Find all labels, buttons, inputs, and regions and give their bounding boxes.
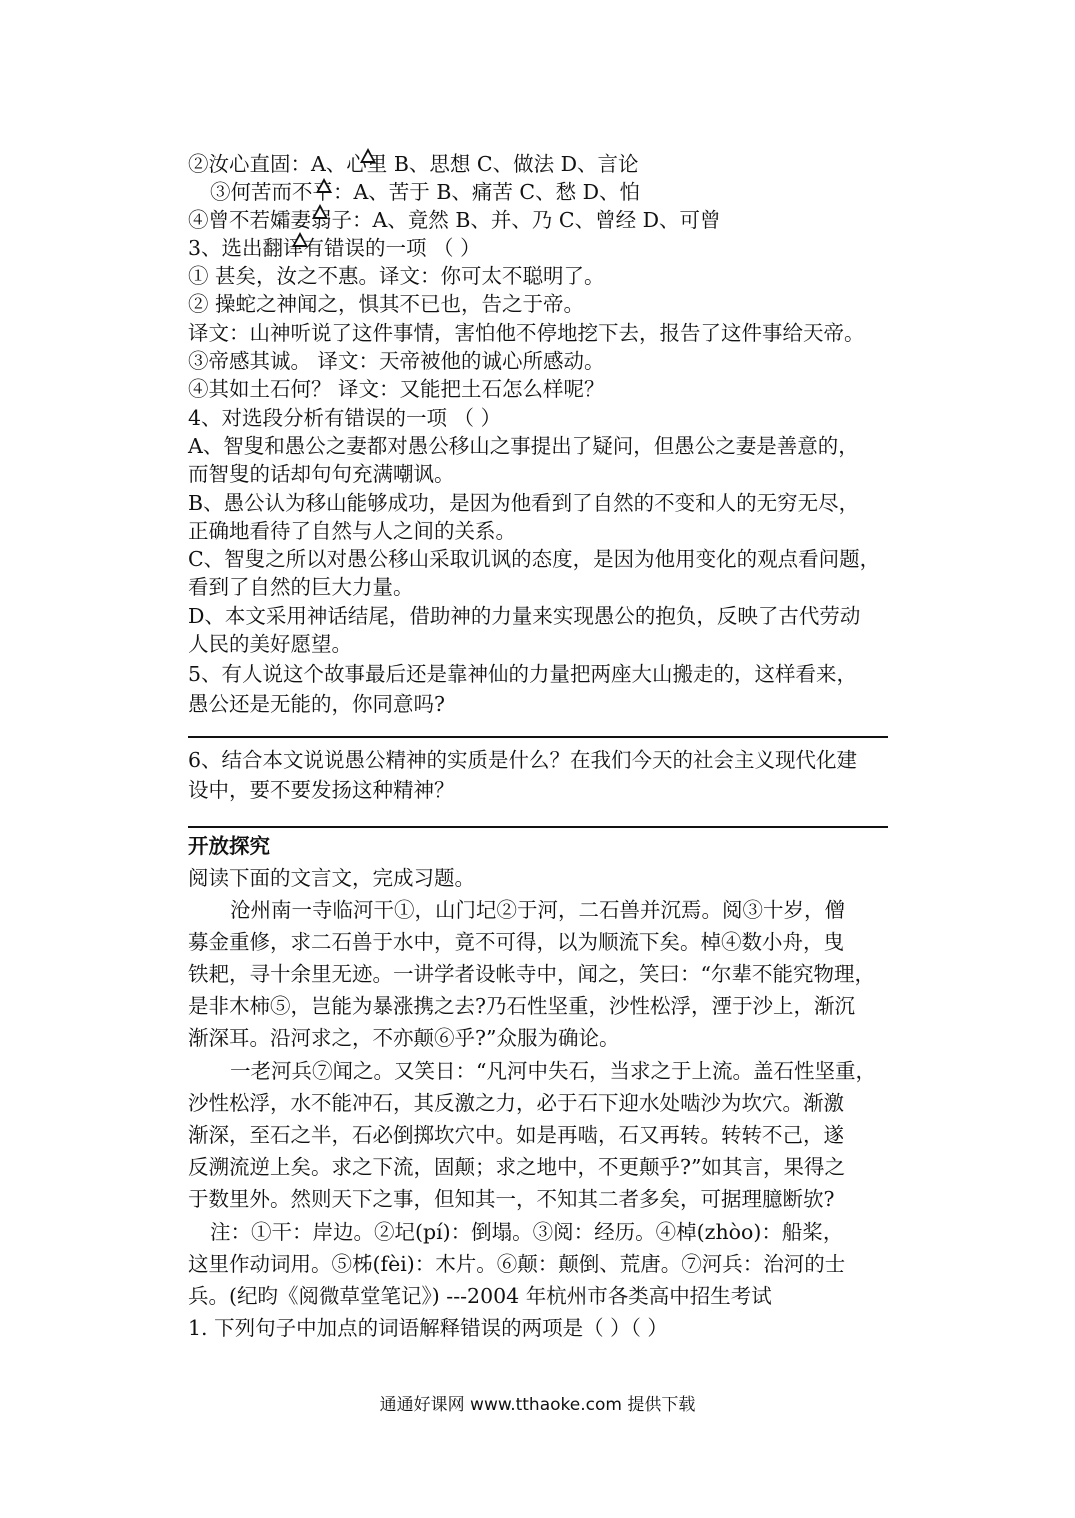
text-line: ③何苦而不平：A、苦于 B、痛苦 C、愁 D、怕 — [210, 180, 641, 204]
passage-line: 沙性松浮，水不能冲石，其反激之力，必于石下迎水处啮沙为坎穴。渐激 — [188, 1091, 844, 1115]
answer-line — [188, 736, 888, 738]
question-3: 3、选出翻译有错误的一项 （ ） — [188, 236, 481, 260]
text-line: 人民的美好愿望。 — [188, 632, 352, 656]
text-line: C、智叟之所以对愚公移山采取讥讽的态度，是因为他用变化的观点看问题， — [188, 547, 881, 571]
question-4: 4、对选段分析有错误的一项 （ ） — [188, 406, 502, 430]
text-line: 而智叟的话却句句充满嘲讽。 — [188, 462, 455, 486]
text-line: 译文：山神听说了这件事情，害怕他不停地挖下去，报告了这件事给天帝。 — [188, 321, 865, 345]
text-line: ②汝心直固：A、心里 B、思想 C、做法 D、言论 — [188, 152, 639, 176]
question-1: 1. 下列句子中加点的词语解释错误的两项是（ ）（ ） — [188, 1316, 668, 1340]
passage-line: 铁耙，寻十余里无迹。一讲学者设帐寺中，闻之，笑曰：“尔辈不能究物理， — [188, 962, 875, 986]
triangle-mark-icon — [360, 148, 376, 163]
text-line: 正确地看待了自然与人之间的关系。 — [188, 519, 516, 543]
text-line: ④曾不若孀妻弱子：A、竟然 B、并、乃 C、曾经 D、可曾 — [188, 208, 721, 232]
text-line: 阅读下面的文言文，完成习题。 — [188, 866, 475, 890]
passage-line: 是非木柿⑤，岂能为暴涨携之去?乃石性坚重，沙性松浮，湮于沙上，渐沉 — [188, 994, 855, 1018]
passage-line: 沧州南一寺临河干①，山门圮②于河，二石兽并沉焉。阅③十岁，僧 — [230, 898, 845, 922]
text-line: 愚公还是无能的，你同意吗? — [188, 692, 445, 716]
text-line: ④其如土石何？ 译文：又能把土石怎么样呢？ — [188, 377, 605, 401]
section-heading: 开放探究 — [188, 834, 270, 858]
text-line: B、愚公认为移山能够成功，是因为他看到了自然的不变和人的无穷无尽， — [188, 491, 860, 515]
text-line: 设中，要不要发扬这种精神？ — [188, 778, 455, 802]
passage-line: 渐深耳。沿河求之，不亦颠⑥乎?”众服为确论。 — [188, 1026, 620, 1050]
answer-line — [188, 826, 888, 828]
passage-line: 渐深，至石之半，石必倒掷坎穴中。如是再啮，石又再转。转转不己，遂 — [188, 1123, 844, 1147]
triangle-mark-icon — [316, 178, 332, 193]
text-line: D、本文采用神话结尾，借助神的力量来实现愚公的抱负，反映了古代劳动 — [188, 604, 861, 628]
notes-line: 这里作动词用。⑤柹(fèi)：木片。⑥颠：颠倒、荒唐。⑦河兵：治河的士 — [188, 1252, 846, 1276]
passage-line: 于数里外。然则天下之事，但知其一，不知其二者多矣，可据理臆断欤? — [188, 1187, 835, 1211]
notes-line: 兵。(纪昀《阅微草堂笔记》) ---2004 年杭州市各类高中招生考试 — [188, 1284, 772, 1308]
triangle-mark-icon — [312, 204, 328, 219]
text-line: ③帝感其诚。 译文：天帝被他的诚心所感动。 — [188, 349, 605, 373]
text-line: 看到了自然的巨大力量。 — [188, 575, 414, 599]
passage-line: 反溯流逆上矣。求之下流，固颠；求之地中，不更颠乎?”如其言，果得之 — [188, 1155, 845, 1179]
text-line: ② 操蛇之神闻之，惧其不已也，告之于帝。 — [188, 292, 585, 316]
triangle-mark-icon — [292, 232, 308, 247]
passage-line: 一老河兵⑦闻之。又笑日：“凡河中失石，当求之于上流。盖石性坚重， — [230, 1059, 876, 1083]
footer-credit: 通通好课网 www.tthaoke.com 提供下载 — [379, 1395, 696, 1415]
text-line: A、智叟和愚公之妻都对愚公移山之事提出了疑问，但愚公之妻是善意的， — [188, 434, 859, 458]
notes-line: 注：①干：岸边。②圮(pí)：倒塌。③阅：经历。④棹(zhòo)：船桨， — [210, 1220, 844, 1244]
passage-line: 募金重修，求二石兽于水中，竟不可得，以为顺流下矣。棹④数小舟，曳 — [188, 930, 844, 954]
text-line: ① 甚矣，汝之不惠。译文：你可太不聪明了。 — [188, 264, 605, 288]
question-6: 6、结合本文说说愚公精神的实质是什么？在我们今天的社会主义现代化建 — [188, 748, 858, 772]
question-5: 5、有人说这个故事最后还是靠神仙的力量把两座大山搬走的，这样看来， — [188, 662, 858, 686]
